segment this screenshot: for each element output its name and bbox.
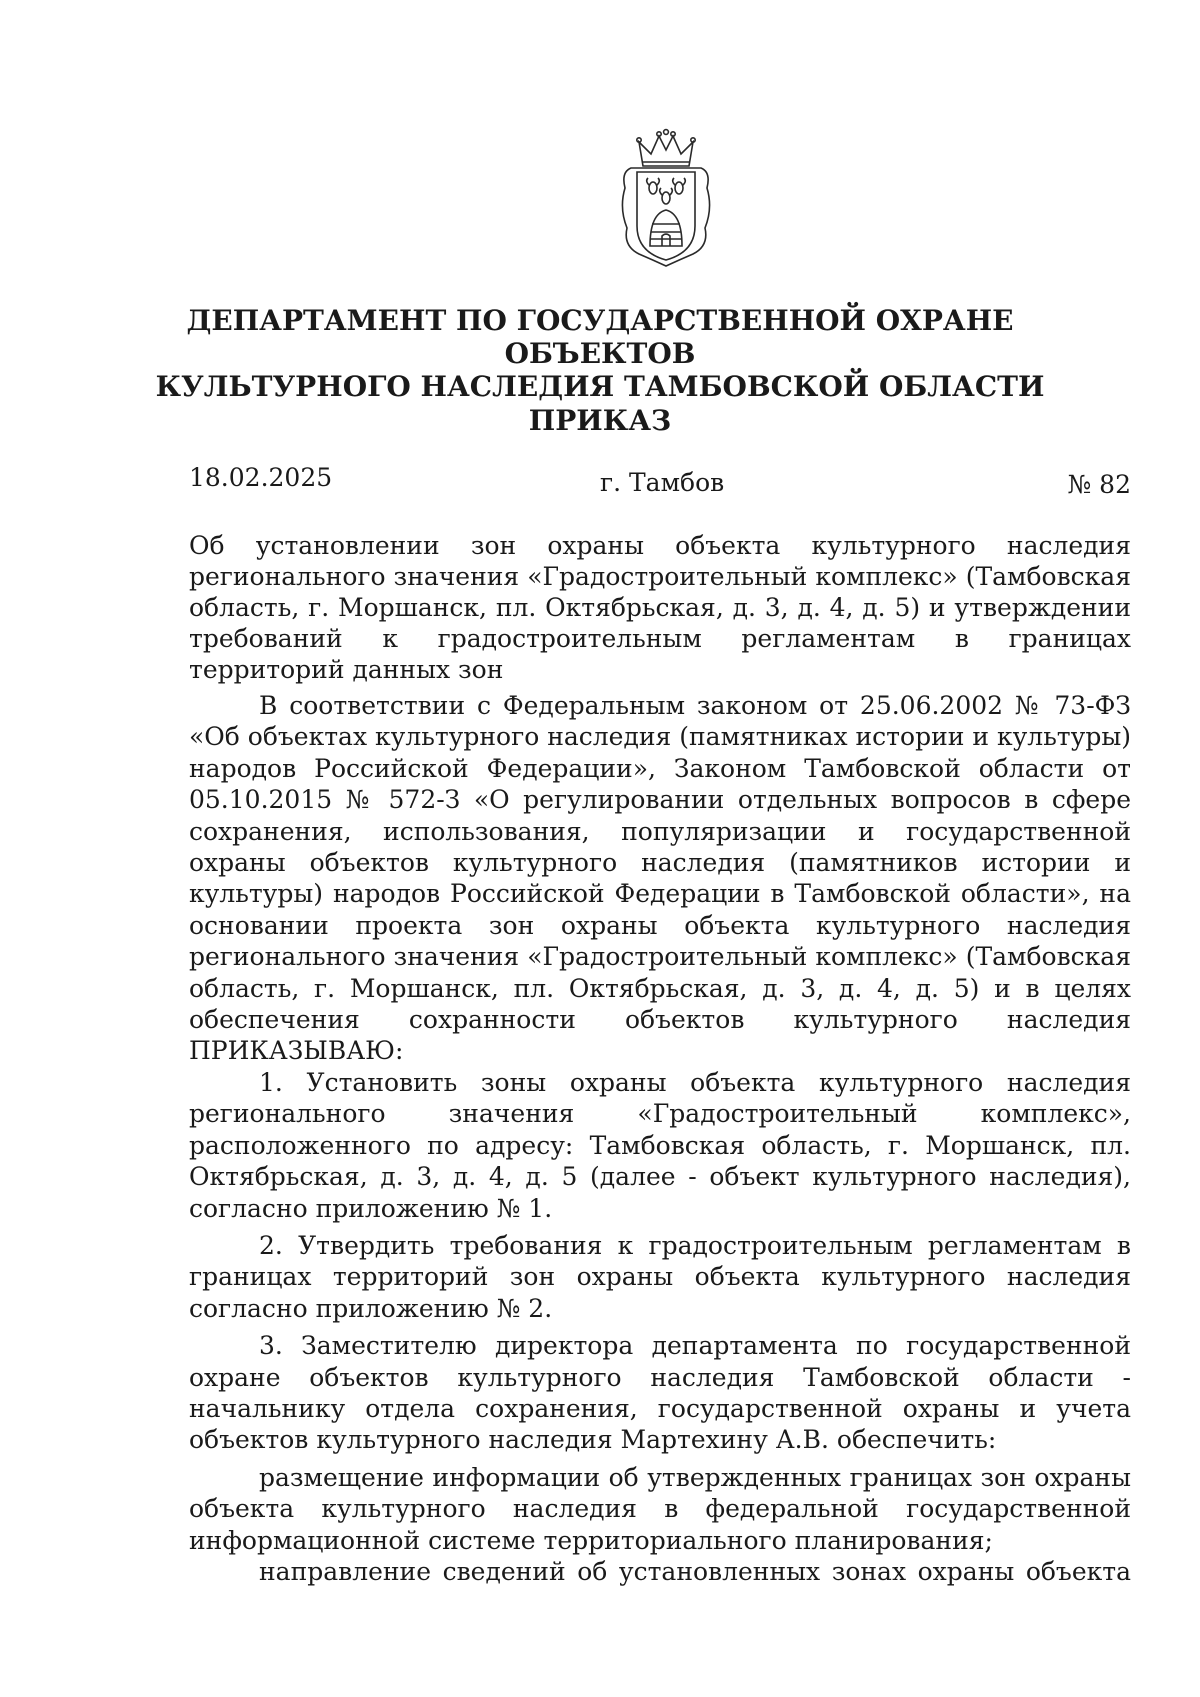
tambov-coat-of-arms-icon	[617, 128, 715, 268]
clause-2-paragraph: 2. Утвердить требования к градостроительным регламентам в границах территорий зон охраны объекта культурного наследия согласно приложению № 2.	[189, 1230, 1131, 1323]
order-body	[189, 690, 1131, 1587]
department-name-line2: КУЛЬТУРНОГО НАСЛЕДИЯ ТАМБОВСКОЙ ОБЛАСТИ	[155, 370, 1045, 403]
department-name	[150, 304, 1050, 403]
clause-3-item-2-paragraph: направление сведений об установленных зонах охраны объекта	[259, 1556, 1131, 1586]
preamble-paragraph: В соответствии с Федеральным законом от 25.06.2002 № 73-ФЗ «Об объектах культурного наследия (памятниках истории и культуры) народов Российской Федерации», Законом Тамбовской области от 05.10.2015 № 572-З «О регулировании отдельных вопросов в сфере сохранения, использования, популяризации и государственной охраны объектов культурного наследия (памятников истории и культуры) народов Российской Федерации в Тамбовской области», на основании проекта зон охраны объекта культурного наследия регионального значения «Градостроительный комплекс» (Тамбовская область, г. Моршанск, пл. Октябрьская, д. 3, д. 4, д. 5) и в целях обеспечения сохранности объектов культурного наследия ПРИКАЗЫВАЮ:	[189, 691, 1131, 1066]
order-date: 18.02.2025	[189, 463, 333, 492]
clause-3-item-1-paragraph: размещение информации об утвержденных границах зон охраны объекта культурного наследия в федеральной государственной информационной системе территориального планирования;	[189, 1462, 1131, 1555]
order-city: г. Тамбов	[600, 468, 725, 497]
order-number: № 82	[1067, 470, 1131, 499]
document-type-title: ПРИКАЗ	[528, 404, 672, 437]
clause-1-paragraph: 1. Установить зоны охраны объекта культурного наследия регионального значения «Градостроительный комплекс», расположенного по адресу: Тамбовская область, г. Моршанск, пл. Октябрьская, д. 3, д. 4, д. 5 (далее - объект культурного наследия), согласно приложению № 1.	[189, 1067, 1131, 1223]
order-subject: Об установлении зон охраны объекта культурного наследия регионального значения «Градостроительный комплекс» (Тамбовская область, г. Моршанск, пл. Октябрьская, д. 3, д. 4, д. 5) и утверждении требований к градостроительным регламентам в границах территорий данных зон	[189, 531, 1131, 684]
department-name-line1: ДЕПАРТАМЕНТ ПО ГОСУДАРСТВЕННОЙ ОХРАНЕ ОБЪЕКТОВ	[186, 304, 1014, 370]
clause-3-paragraph: 3. Заместителю директора департамента по государственной охране объектов культурного наследия Тамбовской области - начальнику отдела сохранения, государственной охраны и учета объектов культурного наследия Мартехину А.В. обеспечить:	[189, 1331, 1131, 1455]
